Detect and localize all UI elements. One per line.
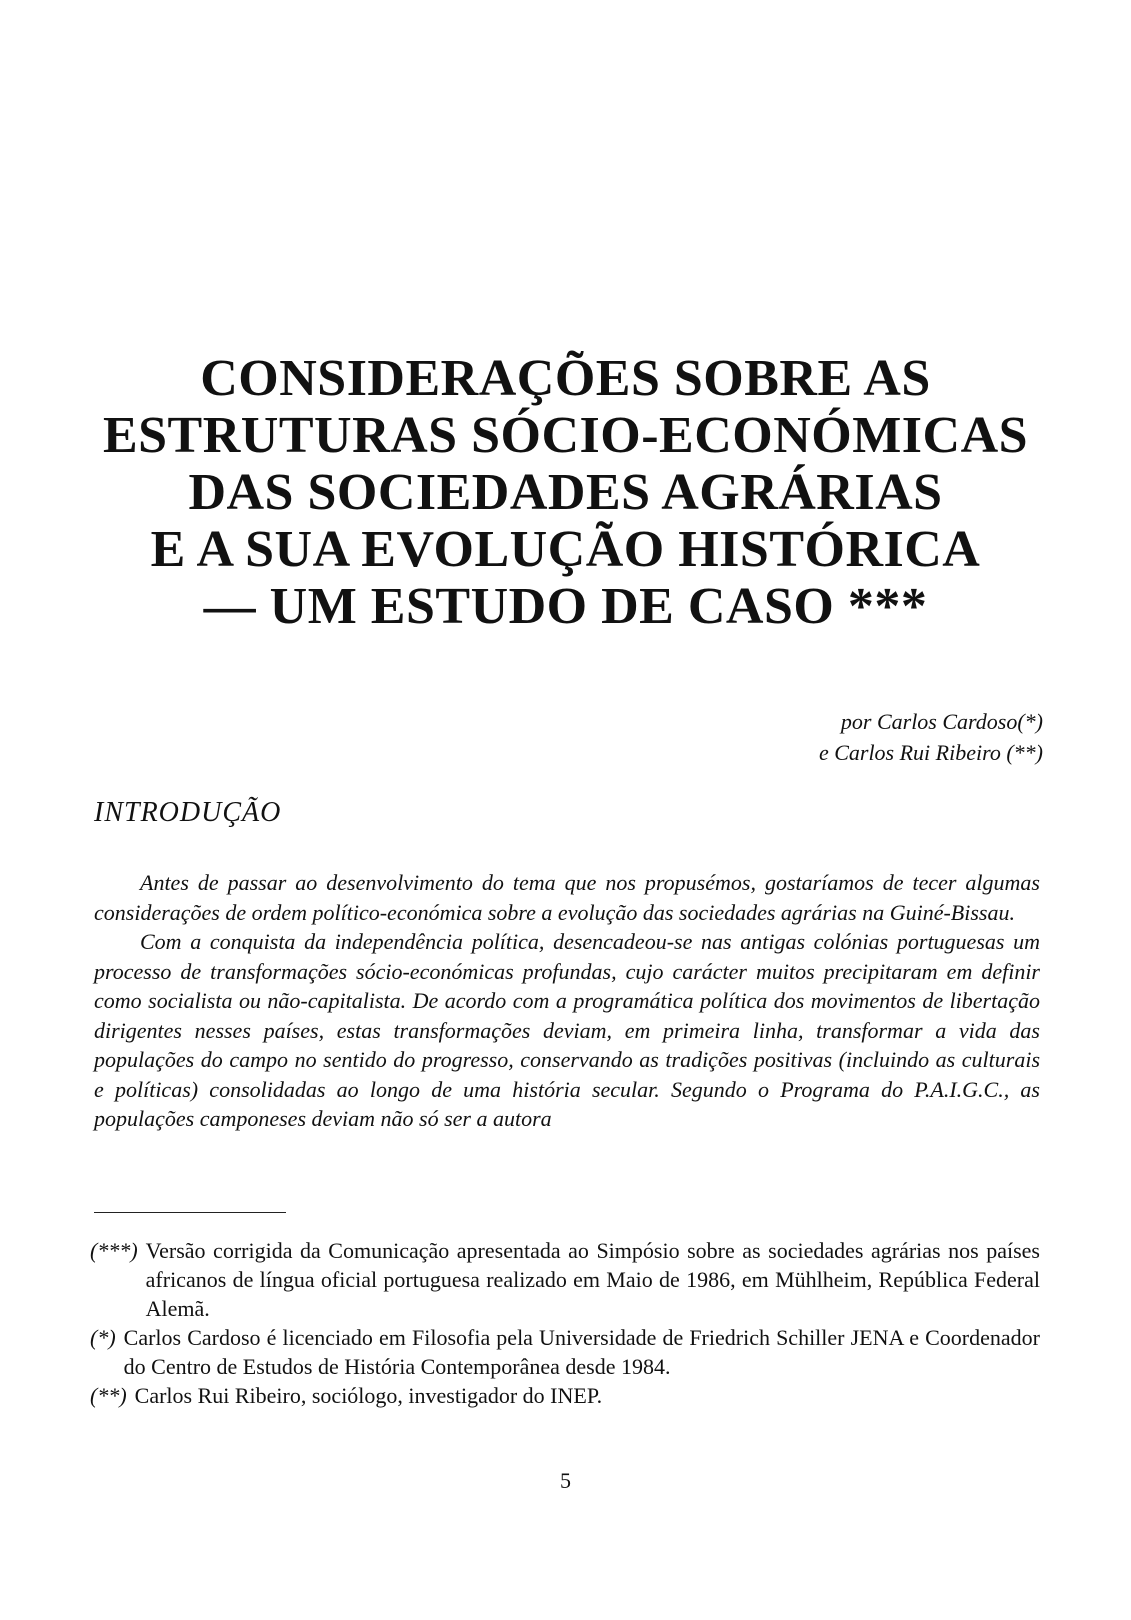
footnote-text: Carlos Cardoso é licenciado em Filosofia pela Universidade de Friedrich Schiller JENA e Coordenador do Centro de Estudos de História Contemporânea desde 1984. xyxy=(123,1325,1040,1379)
footnote-marker: (*) xyxy=(90,1325,116,1350)
title-line-3: DAS SOCIEDADES AGRÁRIAS xyxy=(188,464,943,521)
footnote-divider xyxy=(94,1212,286,1213)
page-number: 5 xyxy=(560,1468,571,1493)
footnote-marker: (***) xyxy=(90,1238,138,1263)
paragraph-1: Antes de passar ao desenvolvimento do tema que nos propusémos, gostaríamos de tecer algumas considerações de ordem político-económica sobre a evolução das sociedades agrárias na Guiné-Bissau. xyxy=(94,870,1040,925)
footnote-marker: (**) xyxy=(90,1383,127,1408)
footnotes xyxy=(90,1236,1040,1410)
body-text xyxy=(94,868,1040,1134)
title-line-2: ESTRUTURAS SÓCIO-ECONÓMICAS xyxy=(102,407,1029,464)
byline-line-1: por Carlos Cardoso(*) xyxy=(840,709,1043,734)
title-line-4: E A SUA EVOLUÇÃO HISTÓRICA xyxy=(150,521,981,578)
footnote-item xyxy=(90,1236,1040,1323)
footnote-text: Versão corrigida da Comunicação apresentada ao Simpósio sobre as sociedades agrárias nos países africanos de língua oficial portuguesa realizado em Maio de 1986, em Mühlheim, República Federal Alemã. xyxy=(145,1238,1040,1321)
byline-line-2: e Carlos Rui Ribeiro (**) xyxy=(818,740,1043,765)
title-line-5: — UM ESTUDO DE CASO *** xyxy=(203,578,928,635)
article-title xyxy=(0,350,1131,635)
footnote-item xyxy=(90,1323,1040,1381)
section-heading: INTRODUÇÃO xyxy=(94,797,282,828)
title-line-1: CONSIDERAÇÕES SOBRE AS xyxy=(200,350,931,407)
footnote-text: Carlos Rui Ribeiro, sociólogo, investigador do INEP. xyxy=(134,1383,603,1408)
paragraph-2: Com a conquista da independência política, desencadeou-se nas antigas colónias portuguesas um processo de transformações sócio-económicas profundas, cujo carácter muitos precipitaram em definir como socialista ou não-capitalista. De acordo com a programática política dos movimentos de libertação dirigentes nesses países, estas transformações deviam, em primeira linha, transformar a vida das populações do campo no sentido do progresso, conservando as tradições positivas (incluindo as culturais e políticas) consolidadas ao longo de uma história secular. Segundo o Programa do P.A.I.G.C., as populações camponeses deviam não só ser a autora xyxy=(94,929,1040,1131)
author-byline xyxy=(819,706,1043,768)
footnote-item xyxy=(90,1381,1040,1410)
